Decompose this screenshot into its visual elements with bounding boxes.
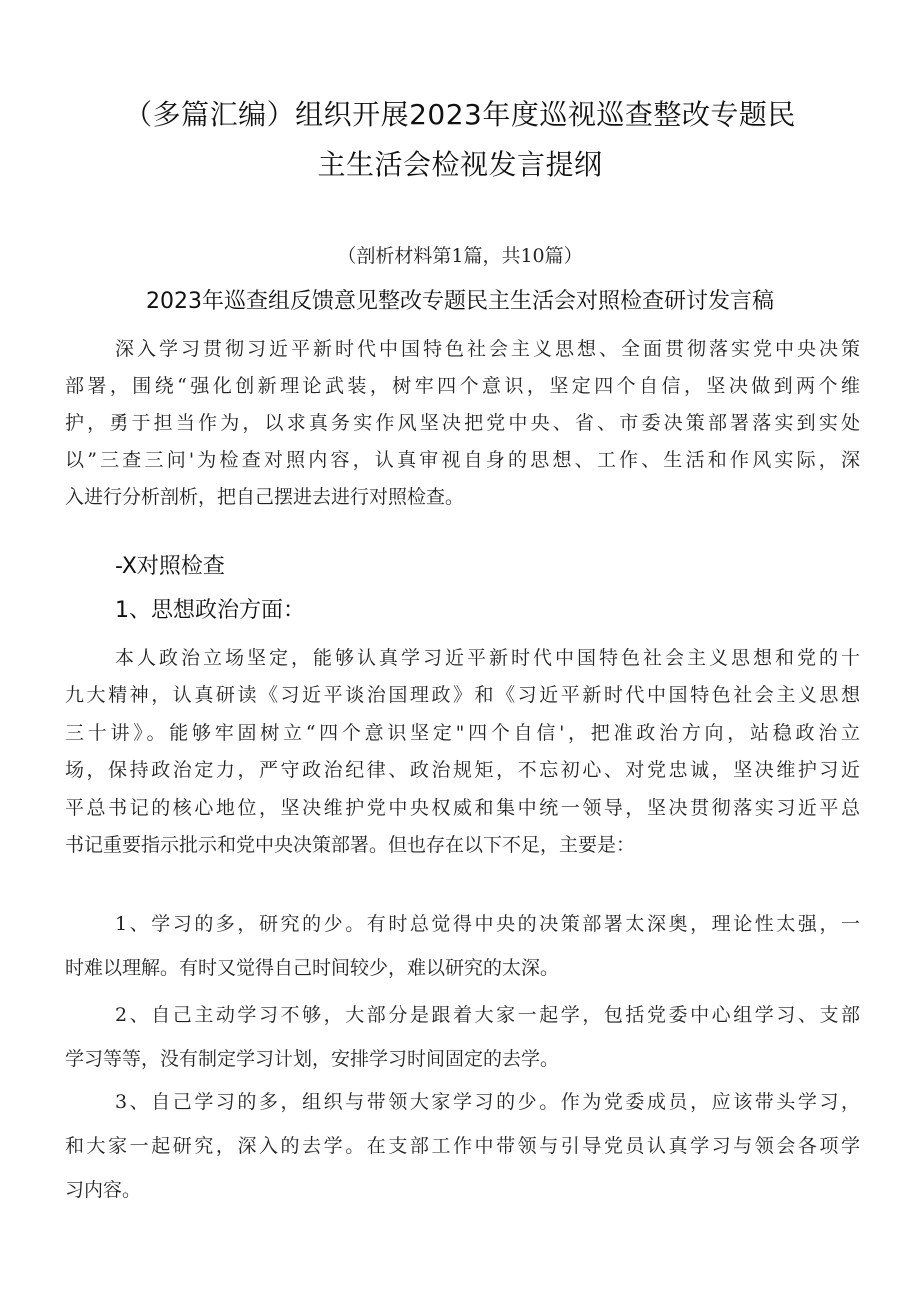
- speech-heading: 2023年巡查组反馈意见整改专题民主生活会对照检查研讨发言稿: [146, 289, 774, 314]
- paragraph-line: 九大精神，认真研读《习近平谈治国理政》和《习近平新时代中国特色社会主义思想: [65, 684, 860, 707]
- section-heading: -X对照检查: [115, 554, 225, 579]
- paragraph-line: 3、自己学习的多，组织与带领大家学习的少。作为党委成员，应该带头学习，: [115, 1091, 860, 1113]
- paragraph-line: 平总书记的核心地位，坚决维护党中央权威和集中统一领导，坚决贯彻落实习近平总: [65, 796, 860, 819]
- paragraph-line: 2、自己主动学习不够，大部分是跟着大家一起学，包括党委中心组学习、支部: [115, 1004, 860, 1026]
- point-item: [65, 993, 860, 1081]
- paragraph-line: 场，保持政治定力，严守政治纪律、政治规矩，不忘初心、对党忠诚，坚决维护习近: [65, 759, 860, 782]
- document-subtitle: （剖析材料第1篇，共10篇）: [337, 245, 583, 267]
- title-line: 主生活会检视发言提纲: [317, 148, 603, 181]
- paragraph-line: 学习等等，没有制定学习计划，安排学习时间固定的去学。: [65, 1048, 560, 1070]
- paragraph-line: 以”三查三问'为检查对照内容，认真审视自身的思想、工作、生活和作风实际，深: [65, 449, 860, 471]
- paragraph-line: 1、学习的多，研究的少。有时总觉得中央的决策部署太深奥，理论性太强，一: [115, 913, 860, 935]
- paragraph-line: 和大家一起研究，深入的去学。在支部工作中带领与引导党员认真学习与领会各项学: [65, 1135, 860, 1157]
- paragraph-line: 本人政治立场坚定，能够认真学习近平新时代中国特色社会主义思想和党的十: [115, 647, 860, 669]
- paragraph-line: 入进行分析剖析，把自己摆进去进行对照检查。: [65, 486, 465, 508]
- paragraph-line: 书记重要指示批示和党中央决策部署。但也存在以下不足，主要是：: [65, 834, 636, 857]
- point-item: [65, 1080, 860, 1212]
- paragraph-line: 部署，围绕“强化创新理论武装，树牢四个意识，坚定四个自信，坚决做到两个维: [65, 375, 860, 397]
- paragraph-line: 深入学习贯彻习近平新时代中国特色社会主义思想、全面贯彻落实党中央决策: [115, 338, 860, 360]
- paragraph-line: 时难以理解。有时又觉得自己时间较少，难以研究的太深。: [65, 957, 560, 979]
- intro-paragraph: [65, 331, 860, 516]
- document-title: [40, 90, 880, 190]
- subsection-heading: 1、思想政治方面：: [115, 598, 305, 623]
- point-item: [65, 902, 860, 990]
- paragraph-line: 习内容。: [65, 1179, 142, 1201]
- paragraph-line: 三十讲》。能够牢固树立“四个意识坚定"四个自信'，把准政治方向，站稳政治立: [65, 721, 860, 744]
- title-line: （多篇汇编）组织开展2023年度巡视巡查整改专题民: [124, 98, 796, 131]
- paragraph-line: 护，勇于担当作为，以求真务实作风坚决把党中央、省、市委决策部署落实到实处: [65, 412, 860, 434]
- body-paragraph: [65, 640, 860, 864]
